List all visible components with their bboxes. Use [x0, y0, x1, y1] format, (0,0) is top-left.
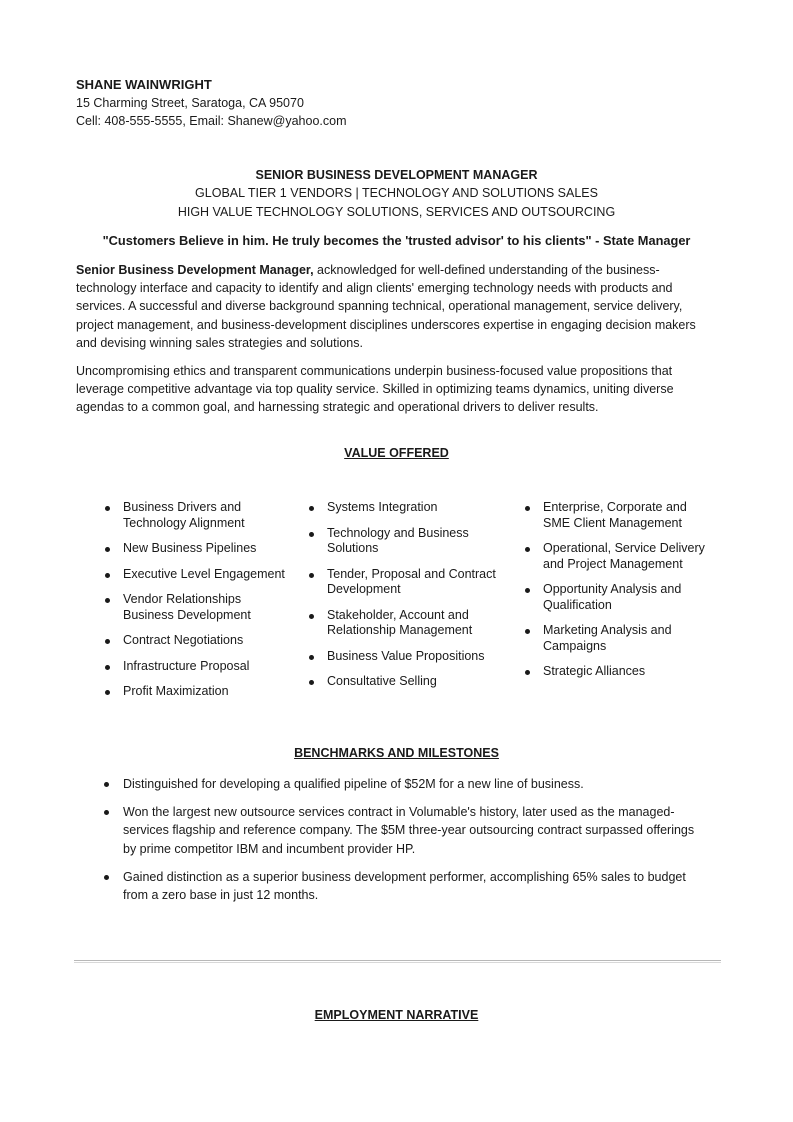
benchmarks-heading: BENCHMARKS AND MILESTONES: [294, 746, 499, 760]
job-title: SENIOR BUSINESS DEVELOPMENT MANAGER: [255, 168, 538, 182]
value-item: Executive Level Engagement: [105, 567, 290, 583]
value-item: Technology and Business Solutions: [309, 526, 509, 557]
benchmark-item: Won the largest new outsource services contract in Volumable's history, later used as the managed-services flagship and reference company. The $5M three-year outsourcing contract surpassed offerings by prime competitor IBM and incumbent provider HP.: [104, 803, 704, 858]
summary-paragraph-2: Uncompromising ethics and transparent communications underpin business-focused value propositions that leverage competitive advantage via top quality service. Skilled in optimizing teams dynamics, uniting diverse agendas to a common goal, and harnessing strategic and operational drivers to deliver results.: [76, 364, 674, 415]
value-item: Stakeholder, Account and Relationship Management: [309, 608, 509, 639]
value-item: Consultative Selling: [309, 674, 509, 690]
value-item: Profit Maximization: [105, 684, 290, 700]
value-column-1: [105, 500, 290, 710]
value-item: Vendor Relationships Business Development: [105, 592, 290, 623]
value-item: Enterprise, Corporate and SME Client Management: [525, 500, 715, 531]
employment-heading: EMPLOYMENT NARRATIVE: [314, 1008, 479, 1022]
benchmarks-list: [104, 775, 704, 904]
value-item: Contract Negotiations: [105, 633, 290, 649]
summary-text-1: acknowledged for well-defined understanding of the business-technology interface and capacity to identify and align clients' emerging technology needs with products and services. A successful and diverse background spanning technical, operational management, service delivery, project management, and business-development disciplines underscores expertise in engaging decision makers and devising winning sales strategies and solutions.: [76, 263, 696, 350]
value-item: Business Value Propositions: [309, 649, 509, 665]
value-item: Systems Integration: [309, 500, 509, 516]
address-line: 15 Charming Street, Saratoga, CA 95070: [76, 96, 304, 110]
value-item: Business Drivers and Technology Alignment: [105, 500, 290, 531]
summary-paragraph-1: [76, 261, 716, 352]
value-item: Marketing Analysis and Campaigns: [525, 623, 715, 654]
value-item: Tender, Proposal and Contract Development: [309, 567, 509, 598]
title-subline-2: HIGH VALUE TECHNOLOGY SOLUTIONS, SERVICES AND OUTSOURCING: [177, 205, 616, 219]
testimonial-quote: "Customers Believe in him. He truly becomes the 'trusted advisor' to his clients" - State Manager: [102, 233, 691, 248]
section-divider: [74, 960, 721, 963]
value-offered-heading: VALUE OFFERED: [344, 446, 449, 460]
value-item: New Business Pipelines: [105, 541, 290, 557]
benchmark-item: Distinguished for developing a qualified pipeline of $52M for a new line of business.: [104, 775, 704, 793]
value-item: Infrastructure Proposal: [105, 659, 290, 675]
summary-lead: Senior Business Development Manager,: [76, 263, 314, 277]
value-item: Operational, Service Delivery and Project Management: [525, 541, 715, 572]
candidate-name: SHANE WAINWRIGHT: [76, 77, 212, 92]
benchmark-item: Gained distinction as a superior business development performer, accomplishing 65% sales to budget from a zero base in just 12 months.: [104, 868, 704, 904]
title-subline-1: GLOBAL TIER 1 VENDORS | TECHNOLOGY AND SOLUTIONS SALES: [195, 186, 598, 200]
value-column-3: [525, 500, 715, 690]
value-column-2: [309, 500, 509, 700]
value-item: Strategic Alliances: [525, 664, 715, 680]
value-item: Opportunity Analysis and Qualification: [525, 582, 715, 613]
contact-line: Cell: 408-555-5555, Email: Shanew@yahoo.com: [76, 114, 347, 128]
